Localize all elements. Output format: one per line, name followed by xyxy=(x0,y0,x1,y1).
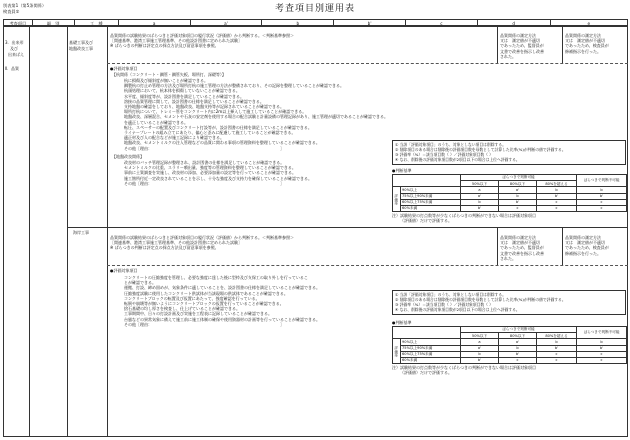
col-item: 考査項目 xyxy=(4,20,33,27)
list-item: 転倒や崩壊等が無いようにコンクリートブロックの仮置を行っていることが確認できる。 xyxy=(124,301,284,307)
sec1-judge-table: ばらつきで判断可能 ばらつきで判断不可能 50%以下 80%以下 80%を超える 評価率 90%以上 a a' b b 75%以上90%未満 a' b b' b' 60%以上75%未満 b b' c c 60%未満 b' c c c xyxy=(392,174,627,212)
list-item: その他［理由： ］ xyxy=(124,180,284,186)
list-item: 地盤改良、セメントミルクの注入管理などの品質に関わる事項の管理資料を整理していることが確認できる。 xyxy=(124,140,320,146)
list-item: セメントミルクの比重、スラリー噴出量、強度等の管理資料を整理していることが確認できる。 xyxy=(124,165,296,171)
list-item: コンクリートブロックの転置及び仮置にあたって、強度確認を行っている。 xyxy=(124,295,260,301)
list-item: 運搬、打設、締め固めが、気象条件に適していることを、設計図書の仕様を満足していることが確認できる。 xyxy=(124,285,320,291)
list-item: コンクリートの圧縮強度を管理し、必要な強度に達した後に型枠及び支保工の取り外しを行っているこ xyxy=(124,275,308,280)
sec2-judge-note: 注）試験結果の打点数等が少なくばらつきの判断ができない場合は評価対象項目 （評価値）だけで評価する。 xyxy=(392,365,536,376)
inspector-label: 検査員① xyxy=(3,9,20,14)
sec1-d-text: 品質関係の測定方法 又は 測定値が不適切 であったため、監督員が 文書で改善を指示し改善 された。 xyxy=(500,33,544,59)
kind-foundation-1: 基礎工事及び xyxy=(69,40,93,45)
col-d: d xyxy=(477,20,550,27)
col-kind: 工 種 xyxy=(74,20,118,27)
sec1-eval-list-2 xyxy=(124,160,312,186)
sec2-judge-table: ばらつきで判断可能 ばらつきで判断不可能 50%以下 80%以下 80%を超える 評価率 90%以上 a a' b b 75%以上90%未満 a' b b' b' 60%以上75%未満 b b' c c 60%未満 b' c c c xyxy=(392,326,627,364)
item-label-1: 3．出来形 xyxy=(5,40,24,45)
sec2-judge-title: ●判断基準 xyxy=(392,320,412,325)
form-number: 別表第1（第5条関係） xyxy=(3,3,47,8)
item-label-quality: Ⅱ．品質 xyxy=(5,66,19,71)
list-item: 支持地盤の確認をしており、地盤改良、地盤支持等が記録されていることが確認できる。 xyxy=(124,104,284,110)
list-item: 鋼製杭の打止め管理の方法及び場所打杭の施工管理の方法が整備されており、その記録を整理していることが確認できる。 xyxy=(124,83,344,89)
list-item: 地盤改良、深層混合、セメントや石灰の安定剤を使用する場合の配合試験と計量設備の管理記録があり、施工管理が適切であることが確認できる。 xyxy=(124,114,388,120)
col-c: c xyxy=(405,20,477,27)
list-item: 捨石基礎の均し厚さを検査し、仕上げていることが確認できる。 xyxy=(124,306,240,312)
page-title: 考査項目別運用表 xyxy=(274,4,355,14)
list-item: 施工箇所付近一定改良されていることを示し、十分な強度及び支持力を確保していることが確認できる。 xyxy=(124,175,312,181)
list-item: 適正材及び人の配合などが施工記録により確認できる。 xyxy=(124,135,224,141)
col-b-prime: b' xyxy=(334,20,406,27)
list-item: その他［理由： ］ xyxy=(124,321,284,327)
list-item: 改良材のバッチ管理記録が整理され、設計図書の仕様を満足していることが確認できる。 xyxy=(124,160,285,165)
sec1-judge-note: 注）試験結果の打点数等が少なくばらつきの判断ができない場合は評価対象項目 （評価値）だけで評価する。 xyxy=(392,213,536,224)
col-a-prime: a' xyxy=(190,20,262,27)
list-item: 水平度、傾斜度等が、設計図書を満足していることが確認できる。 xyxy=(124,93,244,99)
list-item: 事前に土質調査を実施し、改良材の添加、必要添加量の設定等を行っていることが確認できる。 xyxy=(124,170,296,176)
sec2-eval-title: ●評価対象項目 xyxy=(110,268,138,273)
list-item: 溶接の品質管理に関して、設計図書の仕様を満足していることが確認できる。 xyxy=(124,98,264,104)
sec2-d-text: 品質関係の測定方法 又は 測定値が不適切 であったため、監督員が 文書で改善を指示し改善 された。 xyxy=(500,235,544,261)
list-item: その他［理由： ］ xyxy=(124,145,284,151)
list-item: 台風などの異常気象に備えて施工前に施工体制の確保や使用資器材の計画等を行っていることが確認できる。 xyxy=(124,316,320,322)
sec2-criteria: 品質関係の試験結果のばらつきと評価対象項目の履行状況（評価値）から判断する。＜判断基準参照＞ ［関連基準、港湾工事施工管理基準、その他設計図書に定められた試験］ ※ ばらつきの判断は評定点の採点方法及び留意事項を参照。 xyxy=(110,235,294,251)
col-e: e xyxy=(550,20,627,27)
sec1-judge-title: ●判断基準 xyxy=(392,168,412,173)
sec2-notes-box: ① 当該「評価対象項目」のうち、対象としない項目は削除する。 ② 削除項目のある場合は削除後の評価項目数を母数として計算した比率(%)が判断の値で評価する。 ③ 評価率（%）＝該当項目数（ ）／評価対象項目数（ ） ④ なお、削除後の評価対象項目数が2項目以下の場合は上位へ評価する。 xyxy=(392,290,626,315)
sec1-eval-subtitle: 【杭関係（コンクリート・鋼管・鋼管矢板、場所打、深礎等）】 xyxy=(112,72,226,77)
col-detail: 細 別 xyxy=(32,20,74,27)
sec1-eval-subtitle-2: 【地盤改良関係】 xyxy=(112,154,144,159)
sec1-criteria: 品質関係の試験結果のばらつきと評価対象項目の履行状況（評価値）から判断する。＜判断基準参照＞ ［関連基準、港湾工事施工管理基準、その他設計図書に定められた試験］ ※ ばらつきの判断は評定点の採点方法及び留意事項を参照。 xyxy=(110,33,294,49)
list-item: 杭に損傷及び傾斜度が無いことが確認できる。 xyxy=(124,78,208,83)
item-label-3: 出来ばえ xyxy=(8,52,24,57)
list-item: 場所打杭について、トレミー管をコンクリート内に2m以上挿入して施工していることが確認できる。 xyxy=(124,109,307,115)
list-item: ライナープレートの組み立てにあたり、偏心と歪みに配慮して施工していることが確認できる。 xyxy=(124,130,296,136)
item-label-2: 及び xyxy=(10,46,18,51)
col-a: a xyxy=(118,20,190,27)
sec2-e-text: 品質関係の測定方法 又は 測定値が不適切 であったため、検査員が 修補指示を行った。 xyxy=(565,235,609,256)
sec2-eval-list xyxy=(124,275,320,327)
list-item: 杭頭処理において、杭本体を損傷していないことが確認できる。 xyxy=(124,88,240,94)
sec1-eval-title: ●評価対象項目 xyxy=(110,66,138,71)
list-item: 圧縮強度試験に使用したコンクリート供試体が当該現場の供試体であることが確認できる。 xyxy=(124,290,288,296)
list-item: とが確認できる。 xyxy=(124,280,156,286)
col-b: b xyxy=(262,20,334,27)
sec1-notes-box: ① 当該「評価対象項目」のうち、対象としない項目は削除する。 ② 削除項目のある場合は削除後の評価項目数を母数として計算した比率(%)が判断の値で評価する。 ③ 評価率（%）＝該当項目数（ ）／評価対象項目数（ ） ④ なお、削除後の評価対象項目数が2項目以下の場合は上位へ評価する。 xyxy=(392,140,626,165)
kind-foundation-2: 地盤改良工事 xyxy=(69,46,93,51)
list-item: を適正していることが確認できる。 xyxy=(124,119,188,125)
sec1-e-text: 品質関係の測定方法 又は 測定値が不適切 であったため、検査員が 修補指示を行った。 xyxy=(565,33,609,54)
list-item: 転圧、スペーサーの配置及びコンクリート打設等が、設計図書の仕様を満足していることが確認できる。 xyxy=(124,124,312,130)
kind-coastal: 海岸工事 xyxy=(73,230,89,235)
list-item: 工事期間中、日々の打設計画及び実施を工程表に記録していることが確認できる。 xyxy=(124,311,272,317)
sec1-eval-list xyxy=(124,78,388,151)
